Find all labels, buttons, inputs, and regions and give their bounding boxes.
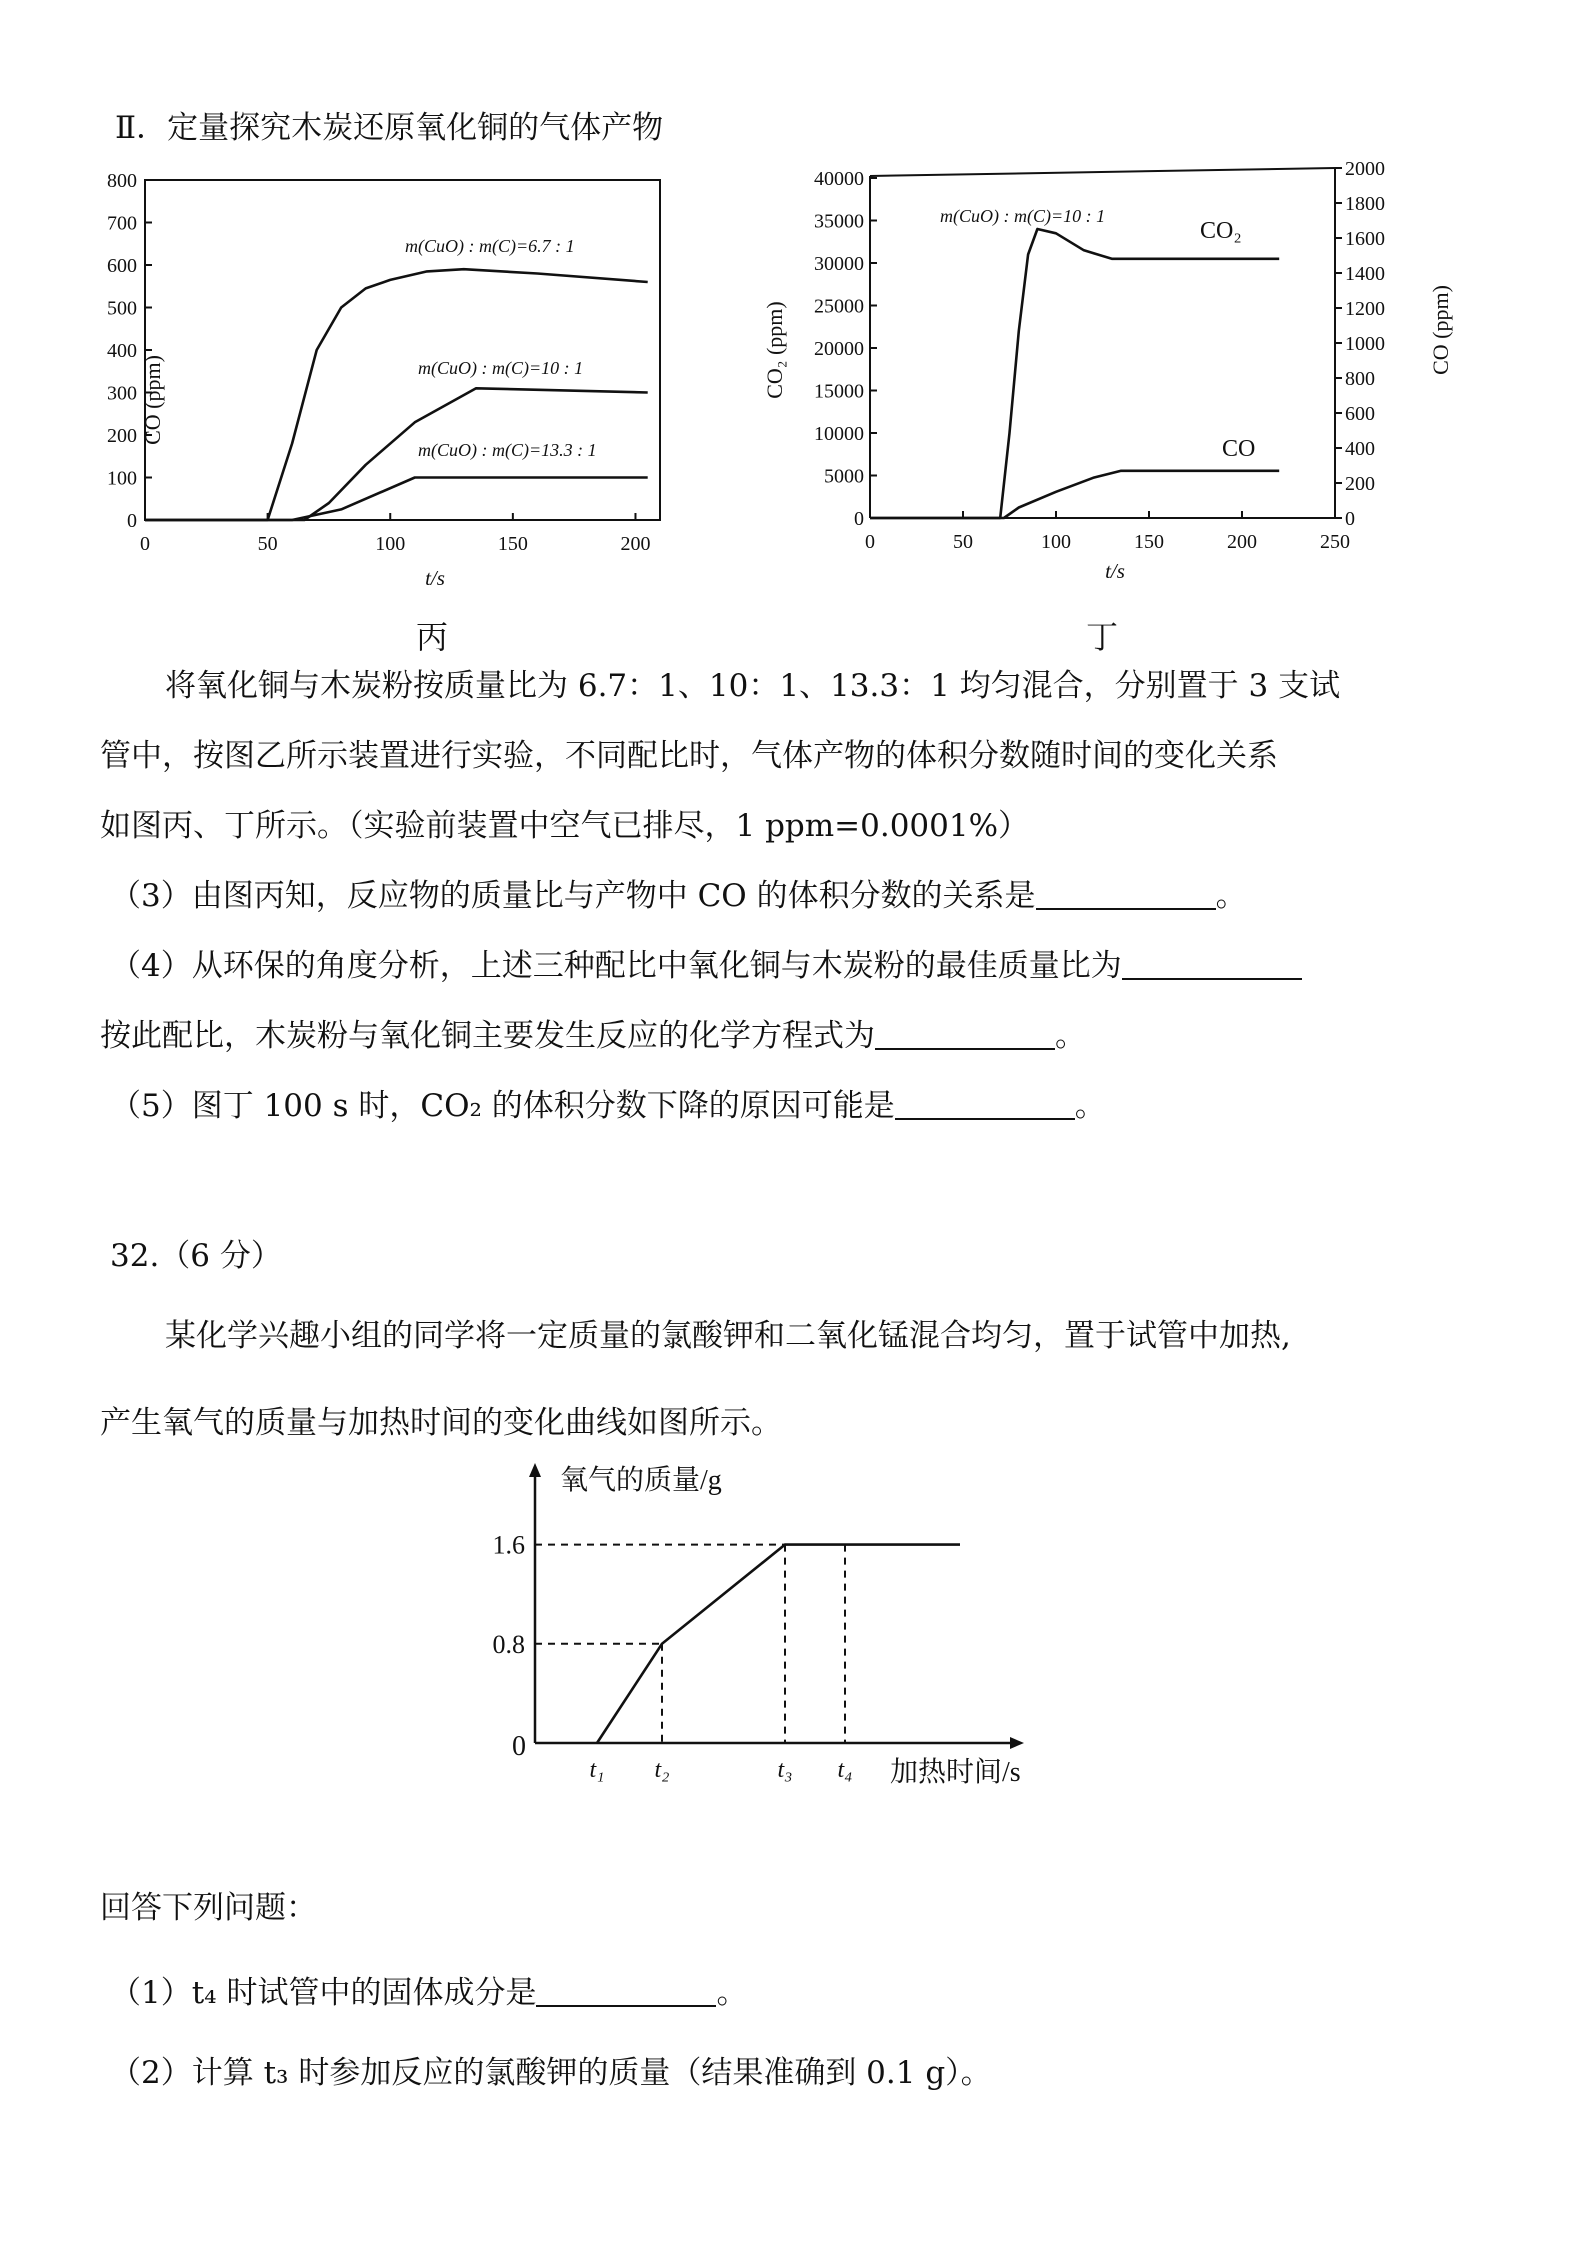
ding-x-tick-label: 200 [1227,531,1257,553]
question-4-line2 [100,1018,1086,1055]
q32-heading: 32.（6 分） [110,1238,282,1274]
q32-answer-prompt: 回答下列问题： [100,1890,317,1926]
ding-right-tick-label: 600 [1345,403,1375,425]
bing-y-tick-label: 500 [107,297,137,320]
question-4-text: （4）从环保的角度分析，上述三种配比中氧化铜与木炭粉的最佳质量比为 [110,948,1122,984]
ding-x-label: t/s [1105,559,1125,583]
ding-x-tick-label: 250 [1320,531,1350,553]
ding-right-tick-label: 2000 [1345,158,1385,180]
bing-y-label: CO (ppm) [140,355,165,445]
figure-bing [100,160,680,600]
ding-left-tick-label: 30000 [814,253,864,275]
q32-sub2: （2）计算 t₃ 时参加反应的氯酸钾的质量（结果准确到 0.1 g）。 [110,2055,992,2091]
bing-x-tick-label: 200 [620,533,651,555]
q32-y-tick-label: 1.6 [492,1530,525,1560]
ding-left-tick-label: 10000 [814,423,864,445]
ding-top-border [870,168,1335,176]
bing-curve-label-2: m(CuO) : m(C)=10 : 1 [418,358,584,378]
ding-x-tick-label: 150 [1134,531,1164,553]
q32-x-tick-label: t₂ [654,1757,670,1783]
ding-ratio-label: m(CuO) : m(C)=10 : 1 [940,206,1106,226]
bing-y-tick-label: 400 [107,340,137,362]
bing-y-tick-label: 0 [127,510,137,532]
ding-right-tick-label: 0 [1345,508,1355,530]
bing-series-line-1 [145,269,648,520]
question-4 [110,948,1302,985]
ding-series-line-2 [870,471,1279,518]
bing-series-line-3 [145,478,648,521]
ding-co2-label: CO₂ [1200,218,1242,244]
bing-y-tick-label: 800 [107,170,137,192]
bing-curve-label-3: m(CuO) : m(C)=13.3 : 1 [418,440,597,460]
q32-intro-line2: 产生氧气的质量与加热时间的变化曲线如图所示。 [100,1405,782,1441]
q32-x-arrowhead [1010,1737,1024,1749]
ding-x-tick-label: 50 [953,531,973,553]
ding-left-tick-label: 35000 [814,210,864,233]
ding-y-label-right: CO (ppm) [1428,285,1453,375]
q32-sub1-text: （1）t₄ 时试管中的固体成分是 [110,1975,537,2011]
question-5-text: （5）图丁 100 s 时，CO₂ 的体积分数下降的原因可能是 [110,1088,895,1124]
q32-intro-line1: 某化学兴趣小组的同学将一定质量的氯酸钾和二氧化锰混合均匀，置于试管中加热, [165,1318,1291,1354]
ding-right-tick-label: 1400 [1345,263,1385,285]
ding-right-tick-label: 1600 [1345,228,1385,250]
bing-y-tick-label: 700 [107,212,137,235]
bing-plot-frame [145,180,660,520]
q32-series-line [597,1545,960,1743]
bing-y-tick-label: 300 [107,382,137,405]
q32-sub1 [110,1975,747,2012]
ding-right-tick-label: 800 [1345,368,1375,390]
ding-caption: 丁 [1086,618,1119,656]
q32-x-tick-label: t₁ [589,1757,605,1783]
para1-line2: 管中，按图乙所示装置进行实验，不同配比时，气体产物的体积分数随时间的变化关系 [100,738,1278,774]
question-3-text: （3）由图丙知，反应物的质量比与产物中 CO 的体积分数的关系是 [110,878,1036,914]
q32-lines [535,1545,960,1743]
bing-y-tick-label: 600 [107,255,137,277]
figure-q32 [480,1455,1100,1785]
bing-lines [145,269,648,520]
period: 。 [1074,1088,1106,1124]
q32-x-tick-label: t₄ [837,1757,853,1783]
q32-origin-label: 0 [512,1731,526,1762]
bing-curve-label-1: m(CuO) : m(C)=6.7 : 1 [405,236,575,256]
ding-left-tick-label: 20000 [814,338,864,360]
ding-x-tick-label: 0 [865,531,875,553]
ding-right-tick-label: 200 [1345,473,1375,495]
answer-blank-4b[interactable] [875,1020,1055,1050]
bing-x-tick-label: 150 [497,533,528,555]
ding-co-label: CO [1222,436,1256,462]
answer-blank-5[interactable] [895,1090,1075,1120]
ding-left-tick-label: 25000 [814,295,864,318]
question-3 [110,878,1247,915]
bing-x-tick-label: 0 [140,533,150,555]
ding-left-tick-label: 0 [854,508,864,530]
q32-y-tick-label: 0.8 [492,1629,525,1659]
bing-x-tick-label: 100 [375,533,406,555]
q32-x-label: 加热时间/s [890,1757,1021,1785]
para1-line1: 将氧化铜与木炭粉按质量比为 6.7：1、10：1、13.3：1 均匀混合，分别置于 3 支试 [165,668,1341,704]
question-4-text-2: 按此配比，木炭粉与氧化铜主要发生反应的化学方程式为 [100,1018,875,1054]
ding-right-tick-label: 1000 [1345,333,1385,355]
q32-y-arrowhead [529,1463,541,1477]
q32-y-label: 氧气的质量/g [560,1465,722,1496]
ding-series-line-1 [870,229,1279,518]
answer-blank-3[interactable] [1036,880,1216,910]
ding-left-tick-label: 40000 [814,168,864,190]
ding-y-label-left: CO₂ (ppm) [762,301,787,399]
ding-right-tick-label: 1800 [1345,193,1385,215]
period: 。 [1055,1018,1086,1054]
bing-caption: 丙 [416,618,449,656]
bing-y-tick-label: 100 [107,467,137,490]
ding-lines [870,229,1279,518]
bing-x-tick-label: 50 [257,533,278,555]
period: 。 [1215,878,1247,914]
bing-y-tick-label: 200 [107,425,137,447]
q32-x-tick-label: t₃ [777,1757,793,1783]
figure-ding [760,150,1460,600]
bing-x-label: t/s [425,566,445,590]
question-5 [110,1088,1106,1125]
ding-left-tick-label: 15000 [814,380,864,403]
para1-line3: 如图丙、丁所示。（实验前装置中空气已排尽，1 ppm=0.0001%） [100,808,1030,844]
q32-axes [493,1463,1025,1783]
answer-blank-4a[interactable] [1122,950,1302,980]
ding-left-tick-label: 5000 [824,465,864,488]
ding-right-tick-label: 1200 [1345,298,1385,320]
answer-blank-32-1[interactable] [536,1977,716,2007]
period: 。 [716,1975,748,2011]
ding-x-tick-label: 100 [1041,531,1071,553]
section-title: Ⅱ．定量探究木炭还原氧化铜的气体产物 [115,110,664,146]
ding-right-tick-label: 400 [1345,438,1375,460]
